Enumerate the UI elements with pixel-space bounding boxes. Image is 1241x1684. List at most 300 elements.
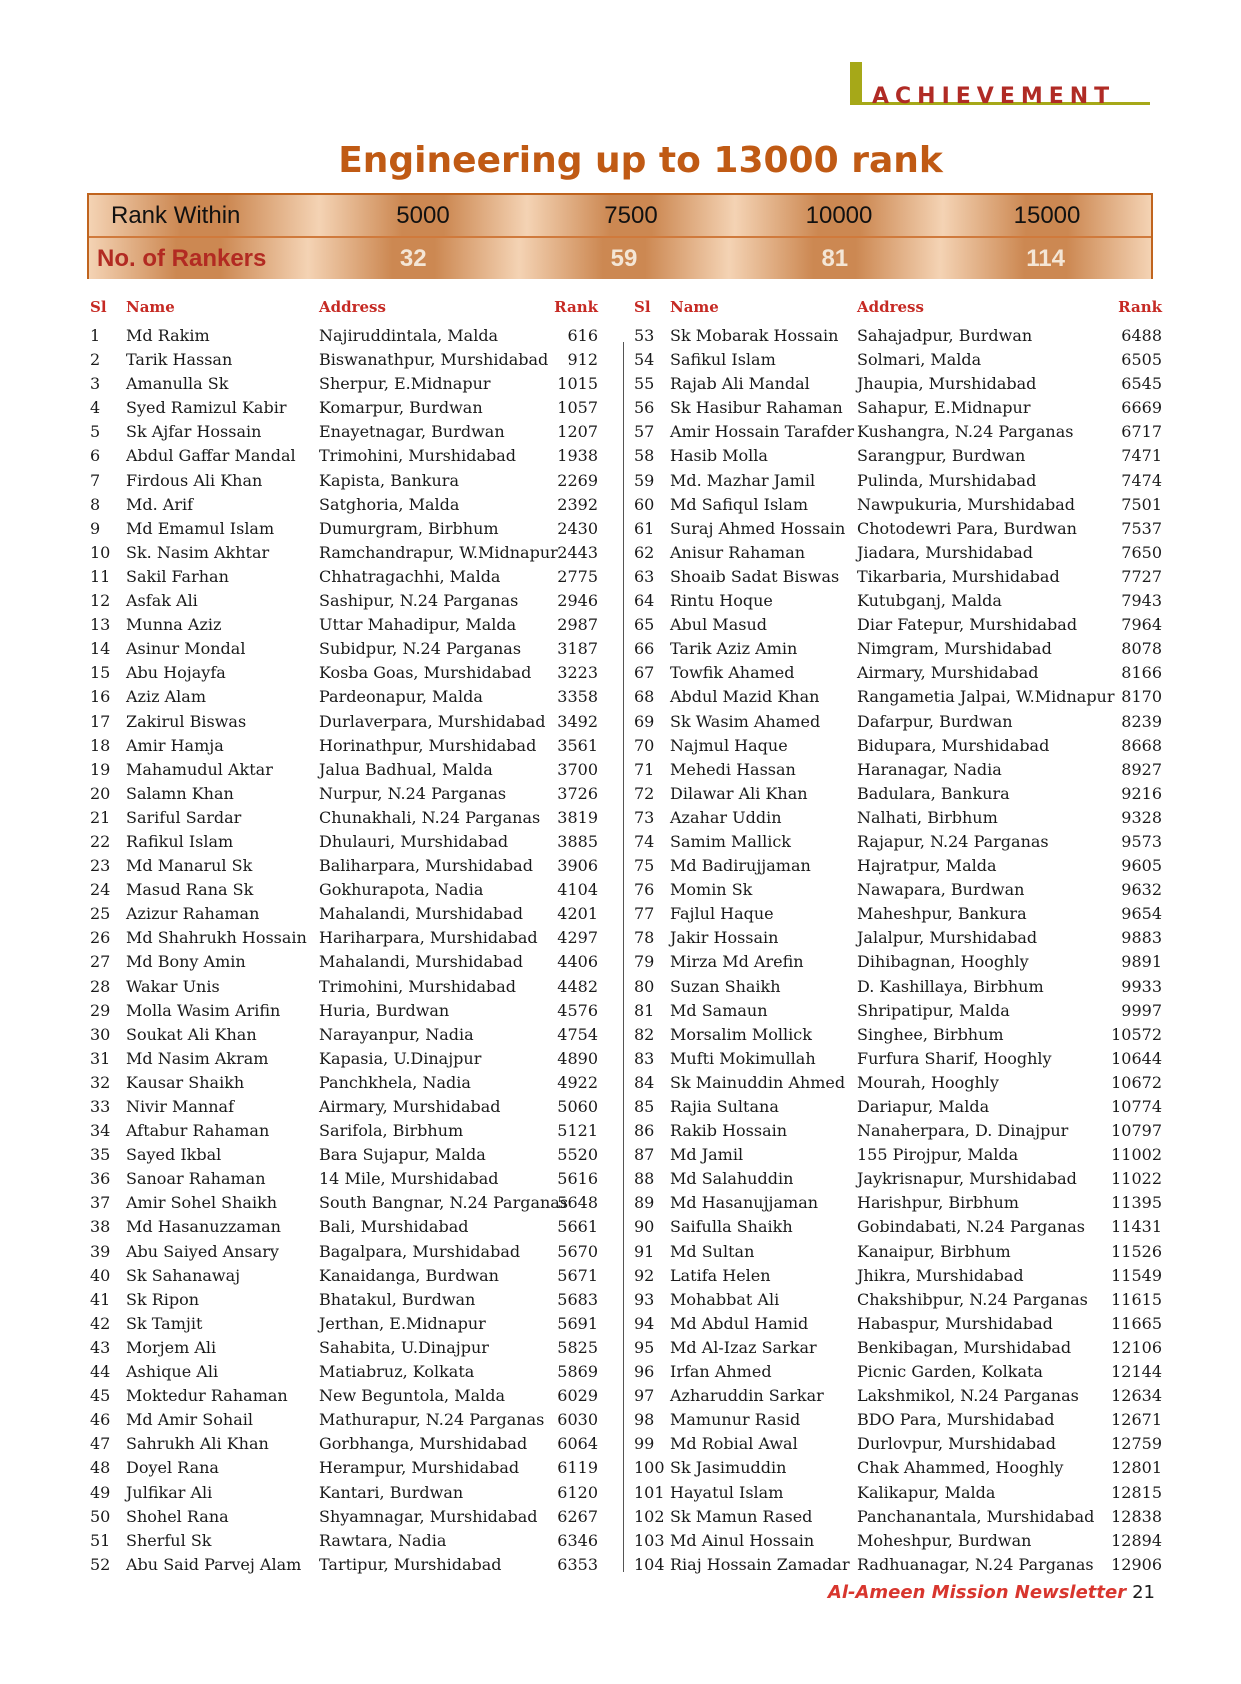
table-row — [630, 1314, 1170, 1338]
rank-cell: 4922 — [557, 1072, 598, 1092]
sl-cell: 84 — [634, 1072, 655, 1092]
address-cell: Sahajadpur, Burdwan — [857, 326, 1033, 345]
name-cell: Abul Masud — [670, 615, 767, 635]
address-cell: Kanaidanga, Burdwan — [319, 1265, 499, 1285]
rank-cell: 12801 — [1111, 1458, 1162, 1478]
sl-cell: 63 — [634, 566, 655, 586]
name-cell: Asfak Ali — [126, 591, 198, 611]
sl-cell: 99 — [634, 1434, 655, 1454]
sl-cell: 8 — [90, 494, 101, 514]
address-cell: Jaykrisnapur, Murshidabad — [857, 1169, 1077, 1189]
sl-cell: 5 — [90, 422, 101, 442]
address-cell: Harishpur, Birbhum — [857, 1193, 1019, 1213]
sl-cell: 96 — [634, 1362, 655, 1382]
rankers-column-right — [630, 292, 1170, 1579]
address-cell: Dafarpur, Burdwan — [857, 711, 1013, 731]
sl-cell: 32 — [90, 1072, 111, 1092]
sl-cell: 52 — [90, 1554, 111, 1574]
table-row — [630, 1193, 1170, 1217]
summary-cell: 7500 — [527, 195, 735, 236]
sl-cell: 11 — [90, 566, 111, 586]
rank-summary-table — [87, 193, 1153, 279]
table-row — [86, 1217, 626, 1241]
name-cell: Shoaib Sadat Biswas — [670, 566, 840, 586]
name-cell: Sk Mobarak Hossain — [670, 326, 839, 345]
address-cell: Haranagar, Nadia — [857, 759, 1002, 779]
rank-cell: 12144 — [1111, 1362, 1162, 1382]
address-cell: Kapasia, U.Dinajpur — [319, 1048, 482, 1068]
sl-cell: 92 — [634, 1265, 655, 1285]
table-row — [630, 663, 1170, 687]
sl-cell: 54 — [634, 350, 655, 370]
rank-cell: 12838 — [1111, 1506, 1162, 1526]
rank-cell: 5121 — [557, 1121, 598, 1141]
name-cell: Salamn Khan — [126, 783, 234, 803]
table-row — [630, 977, 1170, 1001]
table-row — [630, 832, 1170, 856]
table-row — [630, 374, 1170, 398]
sl-cell: 46 — [90, 1410, 111, 1430]
rank-cell: 5691 — [557, 1313, 598, 1333]
sl-cell: 16 — [90, 687, 111, 707]
sl-cell: 98 — [634, 1410, 655, 1430]
table-row — [86, 374, 626, 398]
header-name: Name — [670, 298, 719, 316]
address-cell: Enayetnagar, Burdwan — [319, 422, 505, 442]
rank-cell: 10672 — [1111, 1072, 1162, 1092]
name-cell: Md Hasanujjaman — [670, 1193, 819, 1213]
sl-cell: 86 — [634, 1121, 655, 1141]
table-row — [86, 808, 626, 832]
table-row — [86, 977, 626, 1001]
table-header — [86, 292, 626, 326]
summary-row-label: No. of Rankers — [89, 238, 308, 279]
table-row — [630, 1362, 1170, 1386]
sl-cell: 9 — [90, 518, 101, 538]
address-cell: Satghoria, Malda — [319, 494, 460, 514]
sl-cell: 91 — [634, 1241, 655, 1261]
name-cell: Azizur Rahaman — [126, 904, 260, 924]
sl-cell: 7 — [90, 470, 101, 490]
rank-cell: 12759 — [1111, 1434, 1162, 1454]
table-row — [86, 471, 626, 495]
sl-cell: 24 — [90, 880, 111, 900]
address-cell: Furfura Sharif, Hooghly — [857, 1048, 1052, 1068]
header-rank: Rank — [1118, 298, 1162, 316]
rank-cell: 11022 — [1111, 1169, 1162, 1189]
name-cell: Sk Mamun Rased — [670, 1506, 813, 1526]
address-cell: Kalikapur, Malda — [857, 1482, 996, 1502]
sl-cell: 36 — [90, 1169, 111, 1189]
address-cell: Baliharpara, Murshidabad — [319, 856, 533, 876]
rank-cell: 12634 — [1111, 1386, 1162, 1406]
address-cell: Kapista, Bankura — [319, 470, 459, 490]
address-cell: Bhatakul, Burdwan — [319, 1289, 476, 1309]
rank-cell: 4482 — [557, 976, 598, 996]
sl-cell: 2 — [90, 350, 101, 370]
name-cell: Md Bony Amin — [126, 952, 246, 972]
address-cell: Lakshmikol, N.24 Parganas — [857, 1386, 1079, 1406]
rank-cell: 5661 — [557, 1217, 598, 1237]
address-cell: Horinathpur, Murshidabad — [319, 735, 537, 755]
header-rank: Rank — [554, 298, 598, 316]
rankers-column-left — [86, 292, 626, 1579]
rank-cell: 12906 — [1111, 1554, 1162, 1574]
name-cell: Munna Aziz — [126, 615, 222, 635]
table-row — [86, 1025, 626, 1049]
summary-cell: 10000 — [735, 195, 943, 236]
rank-cell: 9997 — [1121, 1000, 1162, 1020]
address-cell: Singhee, Birbhum — [857, 1024, 1004, 1044]
address-cell: Bidupara, Murshidabad — [857, 735, 1050, 755]
rank-cell: 10644 — [1111, 1048, 1162, 1068]
summary-cell: 81 — [729, 238, 940, 279]
rank-cell: 2775 — [557, 566, 598, 586]
table-row — [86, 1458, 626, 1482]
name-cell: Saifulla Shaikh — [670, 1217, 793, 1237]
address-cell: Matiabruz, Kolkata — [319, 1362, 475, 1382]
sl-cell: 50 — [90, 1506, 111, 1526]
table-row — [86, 1242, 626, 1266]
table-row — [630, 808, 1170, 832]
address-cell: Durlaverpara, Murshidabad — [319, 711, 546, 731]
address-cell: Mathurapur, N.24 Parganas — [319, 1410, 545, 1430]
name-cell: Md. Arif — [126, 494, 194, 514]
name-cell: Abu Saiyed Ansary — [126, 1241, 279, 1261]
rank-cell: 2946 — [557, 591, 598, 611]
rank-cell: 9605 — [1121, 856, 1162, 876]
name-cell: Doyel Rana — [126, 1458, 219, 1478]
sl-cell: 83 — [634, 1048, 655, 1068]
table-row — [630, 519, 1170, 543]
table-row — [86, 760, 626, 784]
table-row — [86, 904, 626, 928]
header-sl: Sl — [90, 298, 107, 316]
name-cell: Sk. Nasim Akhtar — [126, 542, 270, 562]
address-cell: Chotodewri Para, Burdwan — [857, 518, 1077, 538]
rank-cell: 6267 — [557, 1506, 598, 1526]
table-row — [86, 398, 626, 422]
sl-cell: 70 — [634, 735, 655, 755]
name-cell: Md Hasanuzzaman — [126, 1217, 281, 1237]
address-cell: Dhulauri, Murshidabad — [319, 831, 509, 851]
sl-cell: 66 — [634, 639, 655, 659]
sl-cell: 90 — [634, 1217, 655, 1237]
sl-cell: 17 — [90, 711, 111, 731]
name-cell: Md Safiqul Islam — [670, 494, 808, 514]
table-row — [86, 1362, 626, 1386]
rank-cell: 1057 — [557, 398, 598, 418]
table-row — [630, 1290, 1170, 1314]
address-cell: Ramchandrapur, W.Midnapur — [319, 542, 558, 562]
rank-cell: 4201 — [557, 904, 598, 924]
rank-cell: 4406 — [557, 952, 598, 972]
sl-cell: 26 — [90, 928, 111, 948]
address-cell: Kosba Goas, Murshidabad — [319, 663, 532, 683]
address-cell: Tartipur, Murshidabad — [319, 1554, 502, 1574]
table-row — [86, 663, 626, 687]
rank-cell: 2430 — [557, 518, 598, 538]
rank-cell: 1207 — [557, 422, 598, 442]
table-row — [86, 784, 626, 808]
address-cell: Huria, Burdwan — [319, 1000, 450, 1020]
rank-cell: 3187 — [557, 639, 598, 659]
table-row — [86, 567, 626, 591]
sl-cell: 27 — [90, 952, 111, 972]
name-cell: Mufti Mokimullah — [670, 1048, 816, 1068]
name-cell: Kausar Shaikh — [126, 1072, 245, 1092]
address-cell: Rangametia Jalpai, W.Midnapur — [857, 687, 1115, 707]
sl-cell: 75 — [634, 856, 655, 876]
sl-cell: 19 — [90, 759, 111, 779]
sl-cell: 102 — [634, 1506, 665, 1526]
table-row — [86, 1483, 626, 1507]
sl-cell: 71 — [634, 759, 655, 779]
table-row — [630, 1410, 1170, 1434]
summary-row-label: Rank Within — [89, 195, 319, 236]
address-cell: South Bangnar, N.24 Parganas — [319, 1193, 569, 1213]
summary-cell: 59 — [519, 238, 730, 279]
address-cell: Sahapur, E.Midnapur — [857, 398, 1031, 418]
rank-cell: 12894 — [1111, 1530, 1162, 1550]
address-cell: Jalua Badhual, Malda — [319, 759, 493, 779]
table-row — [86, 591, 626, 615]
sl-cell: 65 — [634, 615, 655, 635]
address-cell: Sahabita, U.Dinajpur — [319, 1337, 489, 1357]
sl-cell: 100 — [634, 1458, 665, 1478]
name-cell: Firdous Ali Khan — [126, 470, 263, 490]
rank-cell: 7474 — [1121, 470, 1162, 490]
table-row — [86, 1434, 626, 1458]
name-cell: Mehedi Hassan — [670, 759, 796, 779]
sl-cell: 72 — [634, 783, 655, 803]
name-cell: Sk Sahanawaj — [126, 1265, 241, 1285]
publication-name: Al-Ameen Mission Newsletter — [827, 1582, 1127, 1603]
table-row — [630, 350, 1170, 374]
rank-cell: 2987 — [557, 615, 598, 635]
table-row — [86, 1001, 626, 1025]
table-row — [86, 1145, 626, 1169]
address-cell: Gobindabati, N.24 Parganas — [857, 1217, 1085, 1237]
sl-cell: 74 — [634, 831, 655, 851]
name-cell: Tarik Hassan — [126, 350, 233, 370]
name-cell: Abdul Mazid Khan — [670, 687, 820, 707]
table-row — [630, 1073, 1170, 1097]
sl-cell: 73 — [634, 807, 655, 827]
sl-cell: 80 — [634, 976, 655, 996]
sl-cell: 62 — [634, 542, 655, 562]
address-cell: Narayanpur, Nadia — [319, 1024, 474, 1044]
name-cell: Suzan Shaikh — [670, 976, 781, 996]
rank-cell: 8078 — [1121, 639, 1162, 659]
rank-cell: 3223 — [557, 663, 598, 683]
table-row — [630, 446, 1170, 470]
rank-cell: 11549 — [1111, 1265, 1162, 1285]
table-row — [630, 880, 1170, 904]
table-row — [86, 856, 626, 880]
rank-cell: 10572 — [1111, 1024, 1162, 1044]
name-cell: Moktedur Rahaman — [126, 1386, 288, 1406]
address-cell: Gorbhanga, Murshidabad — [319, 1434, 528, 1454]
name-cell: Jakir Hossain — [670, 928, 779, 948]
sl-cell: 31 — [90, 1048, 111, 1068]
rank-cell: 6717 — [1121, 422, 1162, 442]
sl-cell: 13 — [90, 615, 111, 635]
name-cell: Zakirul Biswas — [126, 711, 247, 731]
address-cell: Sashipur, N.24 Parganas — [319, 591, 519, 611]
rank-cell: 3885 — [557, 831, 598, 851]
rank-cell: 12671 — [1111, 1410, 1162, 1430]
name-cell: Abu Said Parvej Alam — [126, 1554, 302, 1574]
rank-cell: 3819 — [557, 807, 598, 827]
rank-cell: 2392 — [557, 494, 598, 514]
rank-cell: 12815 — [1111, 1482, 1162, 1502]
name-cell: Rintu Hoque — [670, 591, 773, 611]
table-row — [630, 687, 1170, 711]
address-cell: Tikarbaria, Murshidabad — [857, 566, 1060, 586]
address-cell: Nalhati, Birbhum — [857, 807, 998, 827]
name-cell: Amir Hossain Tarafder — [670, 422, 855, 442]
address-cell: 14 Mile, Murshidabad — [319, 1169, 499, 1189]
sl-cell: 14 — [90, 639, 111, 659]
table-row — [86, 1338, 626, 1362]
address-cell: Panchanantala, Murshidabad — [857, 1506, 1095, 1526]
table-row — [86, 880, 626, 904]
address-cell: D. Kashillaya, Birbhum — [857, 976, 1044, 996]
sl-cell: 59 — [634, 470, 655, 490]
sl-cell: 64 — [634, 591, 655, 611]
name-cell: Rajia Sultana — [670, 1097, 779, 1116]
name-cell: Md Emamul Islam — [126, 518, 275, 538]
table-row — [86, 1169, 626, 1193]
sl-cell: 28 — [90, 976, 111, 996]
rank-cell: 6545 — [1121, 374, 1162, 394]
table-row — [630, 928, 1170, 952]
name-cell: Md Al-Izaz Sarkar — [670, 1337, 817, 1357]
address-cell: Shyamnagar, Murshidabad — [319, 1506, 538, 1526]
rank-cell: 3700 — [557, 759, 598, 779]
address-cell: Chunakhali, N.24 Parganas — [319, 807, 541, 827]
name-cell: Sahrukh Ali Khan — [126, 1434, 269, 1454]
address-cell: Bali, Murshidabad — [319, 1217, 469, 1237]
table-row — [630, 615, 1170, 639]
rank-cell: 5869 — [557, 1362, 598, 1382]
address-cell: Herampur, Murshidabad — [319, 1458, 520, 1478]
name-cell: Morjem Ali — [126, 1337, 217, 1357]
summary-cell: 5000 — [319, 195, 527, 236]
rank-cell: 6346 — [557, 1530, 598, 1550]
table-row — [86, 1121, 626, 1145]
rank-cell: 9891 — [1121, 952, 1162, 972]
rank-cell: 11002 — [1111, 1145, 1162, 1165]
address-cell: Nurpur, N.24 Parganas — [319, 783, 507, 803]
rank-cell: 3492 — [557, 711, 598, 731]
address-cell: Biswanathpur, Murshidabad — [319, 350, 549, 370]
sl-cell: 44 — [90, 1362, 111, 1382]
sl-cell: 21 — [90, 807, 111, 827]
address-cell: Diar Fatepur, Murshidabad — [857, 615, 1078, 635]
sl-cell: 4 — [90, 398, 101, 418]
sl-cell: 34 — [90, 1121, 111, 1141]
sl-cell: 45 — [90, 1386, 111, 1406]
table-row — [630, 712, 1170, 736]
address-cell: Kushangra, N.24 Parganas — [857, 422, 1074, 442]
sl-cell: 104 — [634, 1554, 665, 1574]
sl-cell: 79 — [634, 952, 655, 972]
rank-cell: 5683 — [557, 1289, 598, 1309]
sl-cell: 3 — [90, 374, 101, 394]
header-address: Address — [857, 298, 924, 316]
table-row — [630, 856, 1170, 880]
table-row — [86, 832, 626, 856]
table-row — [630, 1483, 1170, 1507]
name-cell: Anisur Rahaman — [670, 542, 806, 562]
sl-cell: 81 — [634, 1000, 655, 1020]
rank-cell: 11431 — [1111, 1217, 1162, 1237]
rank-cell: 8166 — [1121, 663, 1162, 683]
name-cell: Md Amir Sohail — [126, 1410, 253, 1430]
summary-cell: 114 — [940, 238, 1151, 279]
sl-cell: 41 — [90, 1289, 111, 1309]
rank-cell: 9216 — [1121, 783, 1162, 803]
name-cell: Mohabbat Ali — [670, 1289, 780, 1309]
address-cell: Maheshpur, Bankura — [857, 904, 1027, 924]
name-cell: Hayatul Islam — [670, 1482, 784, 1502]
name-cell: Ashique Ali — [126, 1362, 219, 1382]
name-cell: Nivir Mannaf — [126, 1097, 234, 1116]
address-cell: Chhatragachhi, Malda — [319, 566, 501, 586]
table-row — [630, 543, 1170, 567]
address-cell: Picnic Garden, Kolkata — [857, 1362, 1043, 1382]
name-cell: Sk Wasim Ahamed — [670, 711, 821, 731]
address-cell: Pulinda, Murshidabad — [857, 470, 1037, 490]
rank-cell: 11395 — [1111, 1193, 1162, 1213]
page-footer — [700, 1582, 1155, 1603]
rank-cell: 6064 — [557, 1434, 598, 1454]
address-cell: Panchkhela, Nadia — [319, 1072, 471, 1092]
name-cell: Md Shahrukh Hossain — [126, 928, 307, 948]
table-row — [630, 495, 1170, 519]
sl-cell: 67 — [634, 663, 655, 683]
name-cell: Shohel Rana — [126, 1506, 229, 1526]
name-cell: Masud Rana Sk — [126, 880, 254, 900]
name-cell: Sk Tamjit — [126, 1313, 203, 1333]
name-cell: Sakil Farhan — [126, 566, 229, 586]
address-cell: Chakshibpur, N.24 Parganas — [857, 1289, 1088, 1309]
header-address: Address — [319, 298, 386, 316]
section-tag-bar — [850, 62, 862, 104]
name-cell: Md Jamil — [670, 1145, 744, 1165]
table-row — [86, 1410, 626, 1434]
address-cell: Trimohini, Murshidabad — [319, 976, 517, 996]
address-cell: Rajapur, N.24 Parganas — [857, 831, 1049, 851]
address-cell: Hajratpur, Malda — [857, 856, 997, 876]
table-row — [630, 1434, 1170, 1458]
address-cell: Shripatipur, Malda — [857, 1000, 1010, 1020]
address-cell: Durlovpur, Murshidabad — [857, 1434, 1056, 1454]
name-cell: Md Ainul Hossain — [670, 1530, 815, 1550]
address-cell: Sherpur, E.Midnapur — [319, 374, 491, 394]
name-cell: Wakar Unis — [126, 976, 220, 996]
name-cell: Sanoar Rahaman — [126, 1169, 266, 1189]
table-row — [630, 736, 1170, 760]
table-row — [630, 1097, 1170, 1121]
sl-cell: 18 — [90, 735, 111, 755]
sl-cell: 93 — [634, 1289, 655, 1309]
address-cell: Rawtara, Nadia — [319, 1530, 447, 1550]
table-row — [630, 1025, 1170, 1049]
table-row — [86, 928, 626, 952]
